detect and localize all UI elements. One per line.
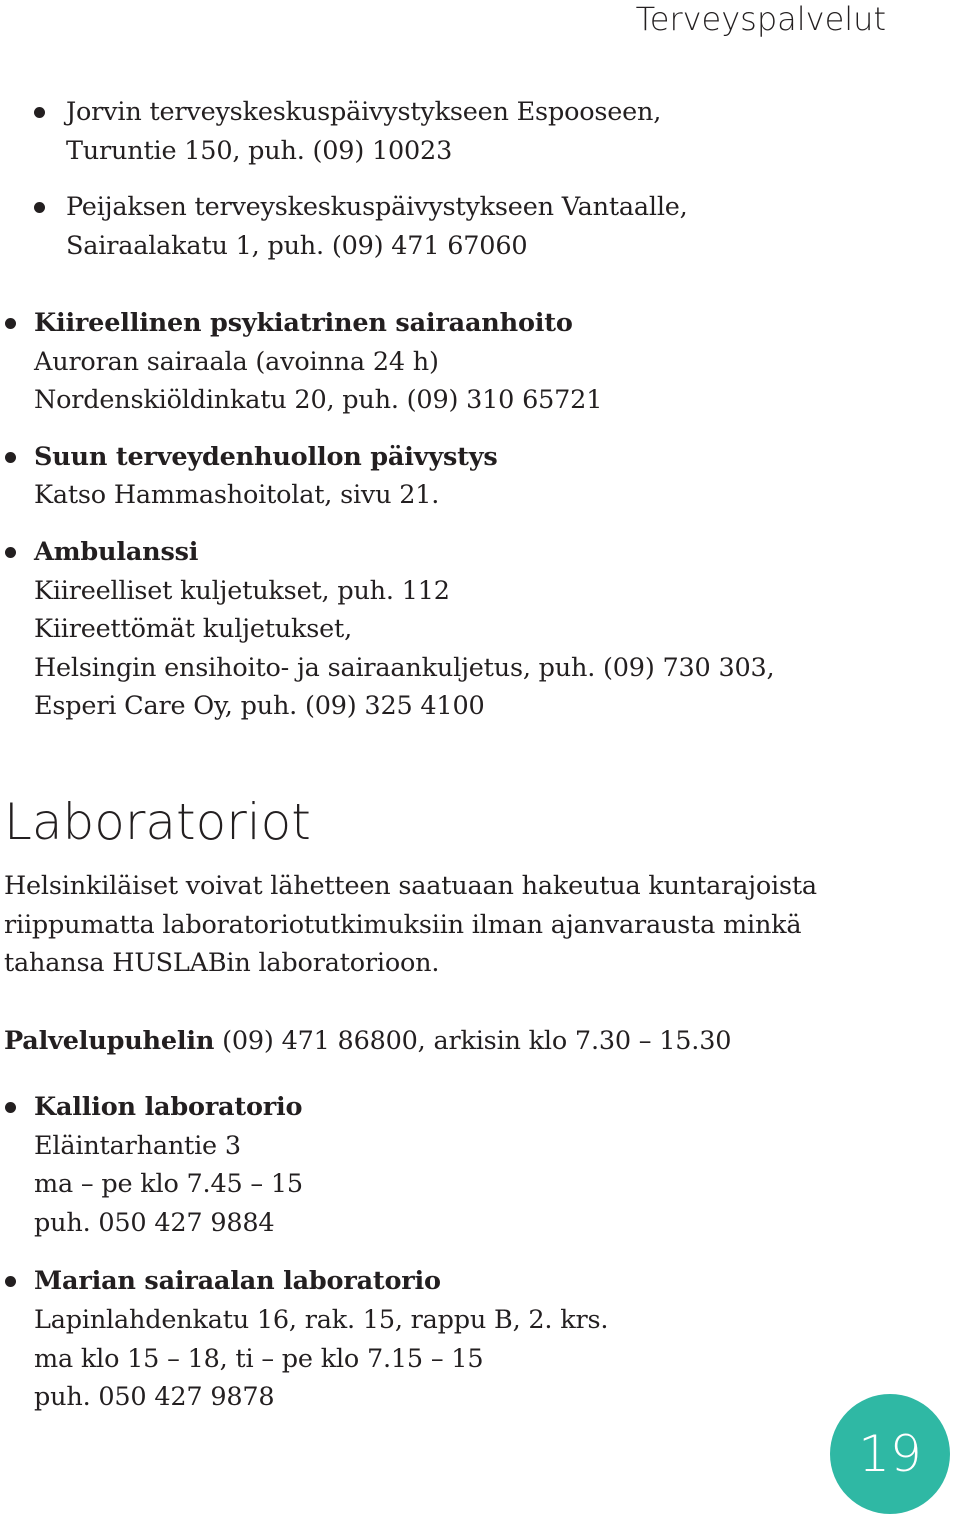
bullet-icon: [34, 202, 45, 213]
item-line: Jorvin terveyskeskuspäivystykseen Espooseen,: [66, 97, 662, 127]
emergency-sub-list: [66, 93, 866, 283]
item-line: Nordenskiöldinkatu 20, puh. (09) 310 65721: [34, 385, 603, 416]
list-item: [34, 438, 934, 515]
service-text: (09) 471 86800, arkisin klo 7.30 – 15.30: [214, 1026, 732, 1056]
item-title: Marian sairaalan laboratorio: [34, 1266, 441, 1297]
section-heading: Laboratoriot: [4, 793, 311, 851]
bullet-icon: [5, 1102, 16, 1113]
item-title: Kiireellinen psykiatrinen sairaanhoito: [34, 308, 573, 338]
list-item: [34, 533, 934, 726]
emergency-list: [34, 304, 934, 744]
bullet-icon: [5, 318, 16, 329]
item-line: puh. 050 427 9884: [34, 1207, 275, 1238]
running-header: Terveyspalvelut: [635, 0, 886, 38]
paragraph-line: riippumatta laboratoriotutkimuksiin ilman ajanvarausta minkä: [4, 909, 802, 940]
list-item: [34, 304, 934, 420]
list-item: [66, 188, 866, 265]
item-line: Sairaalakatu 1, puh. (09) 471 67060: [66, 230, 528, 261]
item-line: Eläintarhantie 3: [34, 1130, 241, 1161]
item-line: Peijaksen terveyskeskuspäivystykseen Vantaalle,: [66, 192, 688, 223]
item-line: Auroran sairaala (avoinna 24 h): [34, 346, 439, 377]
item-line: Esperi Care Oy, puh. (09) 325 4100: [34, 691, 485, 722]
item-title: Kallion laboratorio: [34, 1092, 303, 1122]
item-line: Lapinlahdenkatu 16, rak. 15, rappu B, 2. krs.: [34, 1304, 609, 1335]
item-line: ma – pe klo 7.45 – 15: [34, 1169, 303, 1200]
paragraph-line: Helsinkiläiset voivat lähetteen saatuaan hakeutua kuntarajoista: [4, 871, 817, 901]
bullet-icon: [5, 1276, 16, 1287]
item-line: Helsingin ensihoito- ja sairaankuljetus, puh. (09) 730 303,: [34, 652, 775, 683]
service-label: Palvelupuhelin: [4, 1026, 215, 1056]
item-line: ma klo 15 – 18, ti – pe klo 7.15 – 15: [34, 1343, 484, 1374]
list-item: [34, 1088, 934, 1242]
page-number-badge: 19: [830, 1394, 950, 1514]
section-paragraph: [4, 867, 924, 983]
item-title: Ambulanssi: [34, 536, 199, 567]
laboratory-list: [34, 1088, 934, 1437]
list-item: [66, 93, 866, 170]
bullet-icon: [34, 107, 45, 118]
bullet-icon: [5, 452, 16, 463]
item-line: puh. 050 427 9878: [34, 1382, 275, 1413]
item-line: Kiireelliset kuljetukset, puh. 112: [34, 575, 450, 606]
bullet-icon: [5, 547, 16, 558]
paragraph-line: tahansa HUSLABin laboratorioon.: [4, 948, 440, 979]
service-phone: [4, 1022, 731, 1061]
item-title: Suun terveydenhuollon päivystys: [34, 441, 498, 472]
list-item: [34, 1262, 934, 1416]
item-line: Turuntie 150, puh. (09) 10023: [66, 135, 453, 166]
item-line: Kiireettömät kuljetukset,: [34, 614, 352, 645]
item-line: Katso Hammashoitolat, sivu 21.: [34, 480, 440, 511]
